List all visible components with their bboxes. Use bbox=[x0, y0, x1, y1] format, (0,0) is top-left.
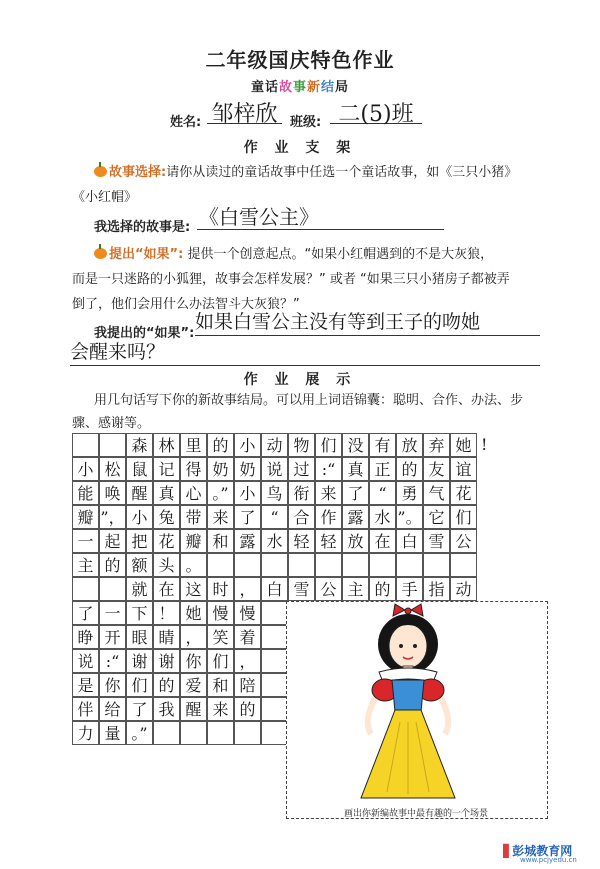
subtitle-char: 话 bbox=[264, 80, 279, 95]
grid-cell: 森 bbox=[126, 433, 153, 457]
grid-cell: 力 bbox=[72, 721, 99, 745]
grid-cell bbox=[261, 649, 288, 673]
grid-cell: 露 bbox=[342, 505, 369, 529]
grid-cell: 和 bbox=[207, 529, 234, 553]
grid-cell: 开 bbox=[99, 625, 126, 649]
grid-cell: 气 bbox=[423, 481, 450, 505]
grid-cell: 是 bbox=[72, 673, 99, 697]
grid-cell bbox=[180, 721, 207, 745]
name-label: 姓名: bbox=[170, 115, 202, 130]
choose-answer-value: 《白雪公主》 bbox=[197, 201, 444, 230]
grid-cell: 的 bbox=[234, 697, 261, 721]
if-text-3: 倒了，他们会用什么办法智斗大灰狼？” bbox=[72, 297, 300, 312]
choose-answer-label: 我选择的故事是: bbox=[94, 220, 191, 235]
grid-cell: 松 bbox=[99, 457, 126, 481]
grid-cell: 给 bbox=[99, 697, 126, 721]
grid-cell: 小 bbox=[234, 433, 261, 457]
grid-cell: ， bbox=[234, 577, 261, 601]
if-answer-line-1: 如果白雪公主没有等到王子的吻她 bbox=[195, 307, 540, 336]
grid-cell: 把 bbox=[126, 529, 153, 553]
grid-cell: 在 bbox=[369, 529, 396, 553]
grid-cell: 慢 bbox=[207, 601, 234, 625]
if-text-1: 提供一个创意起点。“如果小红帽遇到的不是大灰狼， bbox=[187, 247, 494, 262]
section-showcase-heading: 作 业 展 示 bbox=[243, 372, 357, 388]
subtitle bbox=[0, 76, 600, 95]
grid-cell: 她 bbox=[450, 433, 477, 457]
grid-cell: 真 bbox=[153, 481, 180, 505]
grid-cell: 爱 bbox=[180, 673, 207, 697]
grid-cell bbox=[207, 721, 234, 745]
grid-overflow-mark: ! bbox=[481, 435, 488, 454]
grid-cell: 露 bbox=[234, 529, 261, 553]
grid-cell: 勇 bbox=[396, 481, 423, 505]
grid-cell: 谢 bbox=[153, 649, 180, 673]
grid-cell: 了 bbox=[72, 601, 99, 625]
choose-text-1: 请你从读过的童话故事中任选一个童话故事，如《三只小猪》 bbox=[166, 165, 518, 180]
grid-cell bbox=[423, 553, 450, 577]
grid-cell: 下 bbox=[126, 601, 153, 625]
grid-cell: ， bbox=[234, 649, 261, 673]
grid-cell: 了 bbox=[126, 697, 153, 721]
grid-cell: 们 bbox=[207, 649, 234, 673]
pumpkin-icon bbox=[94, 248, 107, 259]
grid-cell: 在 bbox=[153, 577, 180, 601]
grid-cell: 水 bbox=[261, 529, 288, 553]
subtitle-char: 故 bbox=[278, 80, 293, 95]
grid-cell bbox=[234, 553, 261, 577]
grid-cell bbox=[261, 673, 288, 697]
grid-cell: 弃 bbox=[423, 433, 450, 457]
grid-cell: 公 bbox=[315, 577, 342, 601]
grid-cell: 。” bbox=[207, 481, 234, 505]
grid-cell: 的 bbox=[396, 457, 423, 481]
grid-cell: 它 bbox=[423, 505, 450, 529]
if-paragraph bbox=[94, 242, 574, 268]
grid-cell: 过 bbox=[288, 457, 315, 481]
grid-cell: 衔 bbox=[288, 481, 315, 505]
grid-cell: 瓣 bbox=[180, 529, 207, 553]
grid-cell: 头 bbox=[153, 553, 180, 577]
grid-cell: ”。 bbox=[396, 505, 423, 529]
subtitle-char: 事 bbox=[292, 80, 307, 95]
grid-cell bbox=[396, 553, 423, 577]
grid-cell bbox=[72, 433, 99, 457]
drawing-area bbox=[286, 601, 548, 819]
grid-cell: 奶 bbox=[207, 457, 234, 481]
name-value: 邹梓欣 bbox=[207, 97, 282, 124]
pumpkin-icon bbox=[94, 166, 107, 177]
choose-paragraph bbox=[94, 160, 574, 186]
watermark-name: 彭城教育网 bbox=[512, 844, 573, 858]
grid-cell: 的 bbox=[153, 673, 180, 697]
grid-cell: 物 bbox=[288, 433, 315, 457]
grid-cell: 鼠 bbox=[126, 457, 153, 481]
grid-cell: 瓣 bbox=[72, 505, 99, 529]
grid-cell bbox=[261, 697, 288, 721]
grid-cell bbox=[153, 721, 180, 745]
grid-cell: 林 bbox=[153, 433, 180, 457]
section-framework-heading: 作 业 支 架 bbox=[243, 140, 357, 156]
grid-cell: 能 bbox=[72, 481, 99, 505]
grid-cell: 心 bbox=[180, 481, 207, 505]
grid-cell: 的 bbox=[369, 577, 396, 601]
grid-cell bbox=[369, 553, 396, 577]
grid-cell: 们 bbox=[450, 505, 477, 529]
grid-cell bbox=[261, 601, 288, 625]
grid-cell: 小 bbox=[234, 481, 261, 505]
grid-cell: 雪 bbox=[423, 529, 450, 553]
grid-cell: 来 bbox=[207, 697, 234, 721]
grid-cell: 睁 bbox=[72, 625, 99, 649]
showcase-instructions-1: 用几句话写下你的新故事结局。可以用上词语锦囊：聪明、合作、办法、步 bbox=[94, 393, 524, 408]
grid-cell: 鸟 bbox=[261, 481, 288, 505]
grid-cell: 一 bbox=[99, 601, 126, 625]
grid-cell: 的 bbox=[99, 553, 126, 577]
grid-cell bbox=[261, 553, 288, 577]
subtitle-char: 结 bbox=[321, 80, 336, 95]
if-text-2: 而是一只迷路的小狐狸，故事会怎样发展？” 或者 “如果三只小猪房子都被弄 bbox=[72, 272, 510, 287]
grid-cell: 花 bbox=[153, 529, 180, 553]
grid-cell: 们 bbox=[126, 673, 153, 697]
grid-cell: 我 bbox=[153, 697, 180, 721]
subtitle-char: 新 bbox=[307, 80, 322, 95]
grid-cell: 你 bbox=[99, 673, 126, 697]
snow-white-illustration bbox=[287, 602, 545, 802]
grid-cell: 兔 bbox=[153, 505, 180, 529]
grid-cell: 指 bbox=[423, 577, 450, 601]
grid-cell: 公 bbox=[450, 529, 477, 553]
grid-cell: 着 bbox=[234, 625, 261, 649]
grid-cell: “ bbox=[261, 505, 288, 529]
grid-cell: 了 bbox=[234, 505, 261, 529]
grid-cell: 眼 bbox=[126, 625, 153, 649]
grid-cell: 奶 bbox=[234, 457, 261, 481]
grid-cell: 花 bbox=[450, 481, 477, 505]
if-label: 提出“如果”: bbox=[109, 247, 184, 262]
grid-cell: 你 bbox=[180, 649, 207, 673]
grid-cell: 放 bbox=[342, 529, 369, 553]
grid-cell bbox=[288, 553, 315, 577]
grid-cell: 水 bbox=[369, 505, 396, 529]
showcase-instructions-2: 骤、感谢等。 bbox=[72, 416, 151, 431]
grid-cell: 主 bbox=[72, 553, 99, 577]
grid-cell: 来 bbox=[315, 481, 342, 505]
grid-cell bbox=[207, 553, 234, 577]
choose-text-2: 《小红帽》 bbox=[72, 190, 138, 205]
class-label: 班级: bbox=[290, 115, 322, 130]
grid-cell: 。” bbox=[126, 721, 153, 745]
grid-cell: 友 bbox=[423, 457, 450, 481]
grid-cell: 一 bbox=[72, 529, 99, 553]
grid-cell bbox=[450, 553, 477, 577]
grid-cell: 轻 bbox=[288, 529, 315, 553]
grid-cell: 真 bbox=[342, 457, 369, 481]
grid-cell: 带 bbox=[180, 505, 207, 529]
grid-cell bbox=[99, 433, 126, 457]
grid-cell bbox=[261, 721, 288, 745]
grid-cell: 量 bbox=[99, 721, 126, 745]
grid-cell: 。 bbox=[180, 553, 207, 577]
grid-cell: 说 bbox=[261, 457, 288, 481]
grid-cell bbox=[72, 577, 99, 601]
grid-cell: 们 bbox=[315, 433, 342, 457]
page-title: 二年级国庆特色作业 bbox=[205, 48, 395, 72]
grid-cell: ”， bbox=[99, 505, 126, 529]
grid-cell: 说 bbox=[72, 649, 99, 673]
grid-cell: 伴 bbox=[72, 697, 99, 721]
subtitle-char: 童 bbox=[250, 80, 265, 95]
grid-cell: 主 bbox=[342, 577, 369, 601]
grid-cell: 里 bbox=[180, 433, 207, 457]
grid-cell: 的 bbox=[207, 433, 234, 457]
grid-cell: “ bbox=[369, 481, 396, 505]
grid-cell: 雪 bbox=[288, 577, 315, 601]
grid-cell: 笑 bbox=[207, 625, 234, 649]
grid-cell: 她 bbox=[180, 601, 207, 625]
grid-cell bbox=[234, 721, 261, 745]
grid-cell: 起 bbox=[99, 529, 126, 553]
grid-cell bbox=[342, 553, 369, 577]
grid-cell: 合 bbox=[288, 505, 315, 529]
if-answer-label: 我提出的“如果”: bbox=[94, 326, 195, 341]
subtitle-char: 局 bbox=[335, 80, 350, 95]
grid-cell: 记 bbox=[153, 457, 180, 481]
grid-cell bbox=[99, 577, 126, 601]
grid-cell: 作 bbox=[315, 505, 342, 529]
grid-cell: ， bbox=[180, 625, 207, 649]
grid-cell: 就 bbox=[126, 577, 153, 601]
logo-book-icon: ▋ bbox=[503, 844, 513, 858]
grid-cell: 轻 bbox=[315, 529, 342, 553]
grid-cell: 和 bbox=[207, 673, 234, 697]
grid-cell: 睛 bbox=[153, 625, 180, 649]
grid-cell: 得 bbox=[180, 457, 207, 481]
grid-cell: 了 bbox=[342, 481, 369, 505]
grid-cell: 时 bbox=[207, 577, 234, 601]
grid-cell: :“ bbox=[99, 649, 126, 673]
grid-cell bbox=[315, 553, 342, 577]
grid-cell: 手 bbox=[396, 577, 423, 601]
grid-cell: 醒 bbox=[180, 697, 207, 721]
grid-cell: 额 bbox=[126, 553, 153, 577]
grid-cell bbox=[261, 625, 288, 649]
grid-cell: 来 bbox=[207, 505, 234, 529]
grid-cell: 有 bbox=[369, 433, 396, 457]
grid-cell: 正 bbox=[369, 457, 396, 481]
grid-cell: 小 bbox=[126, 505, 153, 529]
grid-cell: 动 bbox=[450, 577, 477, 601]
grid-cell: 白 bbox=[261, 577, 288, 601]
drawing-caption: 画出你新编故事中最有趣的一个场景 bbox=[343, 809, 488, 819]
grid-cell: 谢 bbox=[126, 649, 153, 673]
grid-cell: :“ bbox=[315, 457, 342, 481]
grid-cell: 白 bbox=[396, 529, 423, 553]
grid-cell: 这 bbox=[180, 577, 207, 601]
grid-cell: 没 bbox=[342, 433, 369, 457]
grid-cell: 谊 bbox=[450, 457, 477, 481]
grid-cell: 动 bbox=[261, 433, 288, 457]
grid-cell: ！ bbox=[153, 601, 180, 625]
grid-cell: 陪 bbox=[234, 673, 261, 697]
if-answer-line-2: 会醒来吗？ bbox=[70, 337, 540, 366]
grid-cell: 慢 bbox=[234, 601, 261, 625]
grid-cell: 小 bbox=[72, 457, 99, 481]
choose-label: 故事选择: bbox=[109, 165, 167, 180]
grid-cell: 放 bbox=[396, 433, 423, 457]
grid-cell: 唤 bbox=[99, 481, 126, 505]
grid-cell: 醒 bbox=[126, 481, 153, 505]
watermark-url: www.pcjyedu.cn bbox=[520, 856, 577, 864]
class-value: 二(5)班 bbox=[330, 97, 422, 124]
